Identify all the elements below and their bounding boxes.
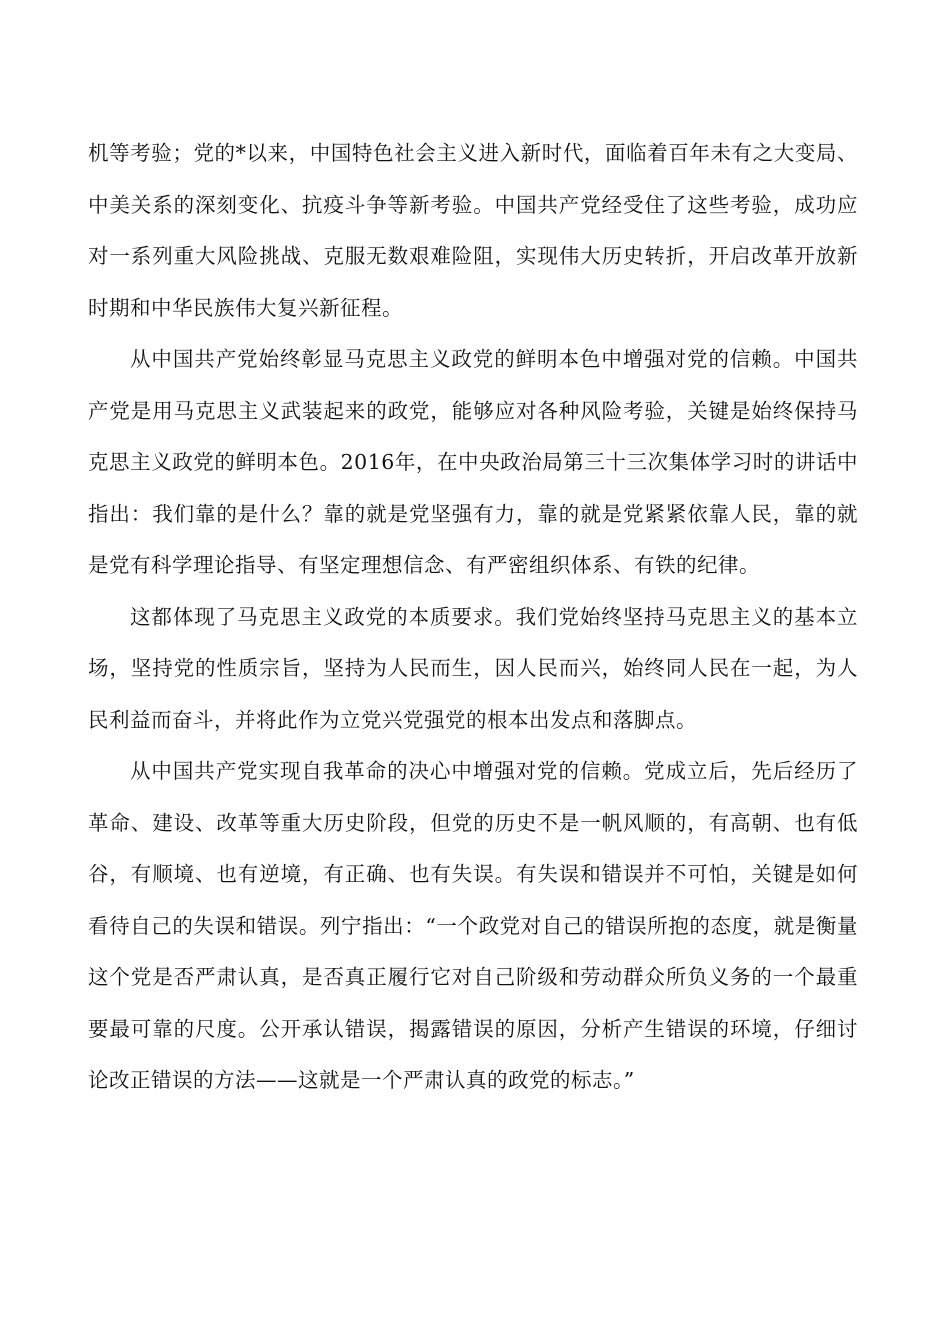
paragraph-2: 从中国共产党始终彰显马克思主义政党的鲜明本色中增强对党的信赖。中国共产党是用马克思主义武装起来的政党，能够应对各种风险考验，关键是始终保持马克思主义政党的鲜明本色。2016年，在中央政治局第三十三次集体学习时的讲话中指出：我们靠的是什么？靠的就是党坚强有力，靠的就是党紧紧依靠人民，靠的就是党有科学理论指导、有坚定理想信念、有严密组织体系、有铁的纪律。 — [88, 347, 858, 577]
paragraph-3: 这都体现了马克思主义政党的本质要求。我们党始终坚持马克思主义的基本立场，坚持党的性质宗旨，坚持为人民而生，因人民而兴，始终同人民在一起，为人民利益而奋斗，并将此作为立党兴党强党的根本出发点和落脚点。 — [88, 604, 858, 732]
paragraph-4: 从中国共产党实现自我革命的决心中增强对党的信赖。党成立后，先后经历了革命、建设、改革等重大历史阶段，但党的历史不是一帆风顺的，有高朝、也有低谷，有顺境、也有逆境，有正确、也有失误。有失误和错误并不可怕，关键是如何看待自己的失误和错误。列宁指出：“一个政党对自己的错误所抱的态度，就是衡量这个党是否严肃认真，是否真正履行它对自己阶级和劳动群众所负义务的一个最重要最可靠的尺度。公开承认错误，揭露错误的原因，分析产生错误的环境，仔细讨论改正错误的方法——这就是一个严肃认真的政党的标志。” — [88, 759, 858, 1092]
document-page — [88, 128, 858, 1107]
paragraph-1: 机等考验；党的*以来，中国特色社会主义进入新时代，面临着百年未有之大变局、中美关系的深刻变化、抗疫斗争等新考验。中国共产党经受住了这些考验，成功应对一系列重大风险挑战、克服无数艰难险阻，实现伟大历史转折，开启改革开放新时期和中华民族伟大复兴新征程。 — [88, 141, 858, 320]
